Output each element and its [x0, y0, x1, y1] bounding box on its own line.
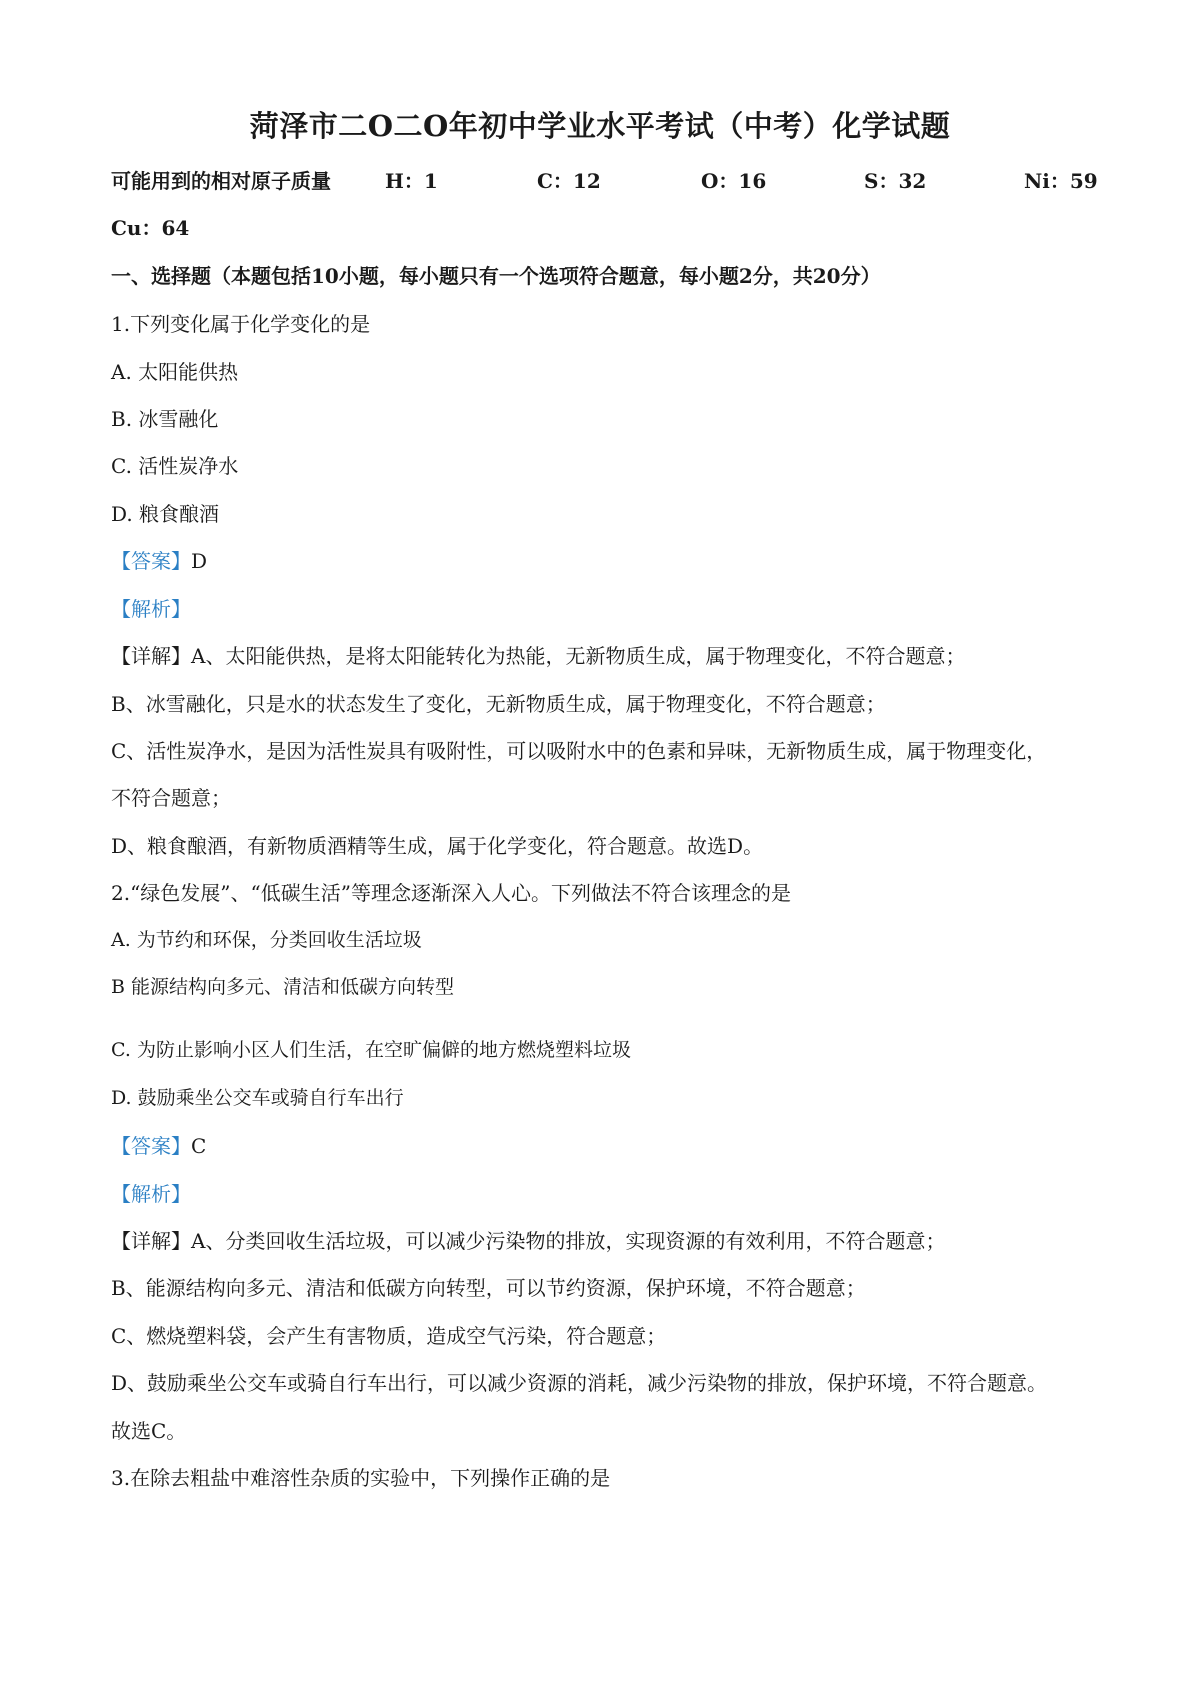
question-2-option-a: A. 为节约和环保，分类回收生活垃圾	[111, 929, 422, 951]
question-2-detail-5: 故选C。	[111, 1419, 187, 1443]
atomic-mass-h: H：1	[385, 169, 438, 193]
answer-tag: 【答案】	[111, 549, 191, 573]
atomic-mass-cu: Cu：64	[111, 216, 190, 240]
atomic-mass-ni: Ni：59	[1024, 169, 1098, 193]
question-1-detail-4: 不符合题意；	[111, 786, 231, 810]
question-1-analysis-tag: 【解析】	[111, 597, 191, 621]
question-2-analysis-tag: 【解析】	[111, 1182, 191, 1206]
question-2-option-c: C. 为防止影响小区人们生活，在空旷偏僻的地方燃烧塑料垃圾	[111, 1039, 631, 1061]
question-2-detail-4: D、鼓励乘坐公交车或骑自行车出行，可以减少资源的消耗，减少污染物的排放，保护环境，不符合题意。	[111, 1371, 1048, 1395]
atomic-mass-label: 可能用到的相对原子质量	[111, 169, 331, 193]
question-3-stem: 3.在除去粗盐中难溶性杂质的实验中，下列操作正确的是	[111, 1466, 611, 1490]
answer-value: C	[191, 1134, 207, 1158]
question-2-detail-1: 【详解】A、分类回收生活垃圾，可以减少污染物的排放，实现资源的有效利用，不符合题意；	[111, 1229, 946, 1253]
atomic-mass-c: C：12	[537, 169, 601, 193]
question-1-detail-2: B、冰雪融化，只是水的状态发生了变化，无新物质生成，属于物理变化，不符合题意；	[111, 692, 886, 716]
answer-tag: 【答案】	[111, 1134, 191, 1158]
question-2-answer	[111, 1130, 206, 1159]
question-2-detail-3: C、燃烧塑料袋，会产生有害物质，造成空气污染，符合题意；	[111, 1324, 667, 1348]
section-heading: 一、选择题（本题包括10小题，每小题只有一个选项符合题意，每小题2分，共20分）	[111, 264, 881, 288]
question-1-detail-5: D、粮食酿酒，有新物质酒精等生成，属于化学变化，符合题意。故选D。	[111, 834, 764, 858]
question-1-option-d: D. 粮食酿酒	[111, 502, 220, 526]
question-1-option-c: C. 活性炭净水	[111, 454, 239, 478]
question-1-detail-1: 【详解】A、太阳能供热，是将太阳能转化为热能，无新物质生成，属于物理变化，不符合题意；	[111, 644, 966, 668]
answer-value: D	[191, 549, 208, 573]
atomic-mass-o: O：16	[701, 169, 767, 193]
question-2-option-d: D. 鼓励乘坐公交车或骑自行车出行	[111, 1087, 404, 1109]
question-2-detail-2: B、能源结构向多元、清洁和低碳方向转型，可以节约资源，保护环境，不符合题意；	[111, 1276, 866, 1300]
page-title: 菏泽市二O二O年初中学业水平考试（中考）化学试题	[249, 109, 951, 143]
question-1-detail-3: C、活性炭净水，是因为活性炭具有吸附性，可以吸附水中的色素和异味，无新物质生成，属于物理变化，	[111, 739, 1047, 763]
question-1-option-a: A. 太阳能供热	[111, 360, 239, 384]
atomic-mass-s: S：32	[864, 169, 927, 193]
question-1-stem: 1.下列变化属于化学变化的是	[111, 312, 371, 336]
question-1-answer	[111, 545, 207, 574]
question-1-option-b: B. 冰雪融化	[111, 407, 219, 431]
question-2-option-b: B 能源结构向多元、清洁和低碳方向转型	[111, 976, 455, 998]
question-2-stem: 2.“绿色发展”、“低碳生活”等理念逐渐深入人心。下列做法不符合该理念的是	[111, 881, 791, 905]
